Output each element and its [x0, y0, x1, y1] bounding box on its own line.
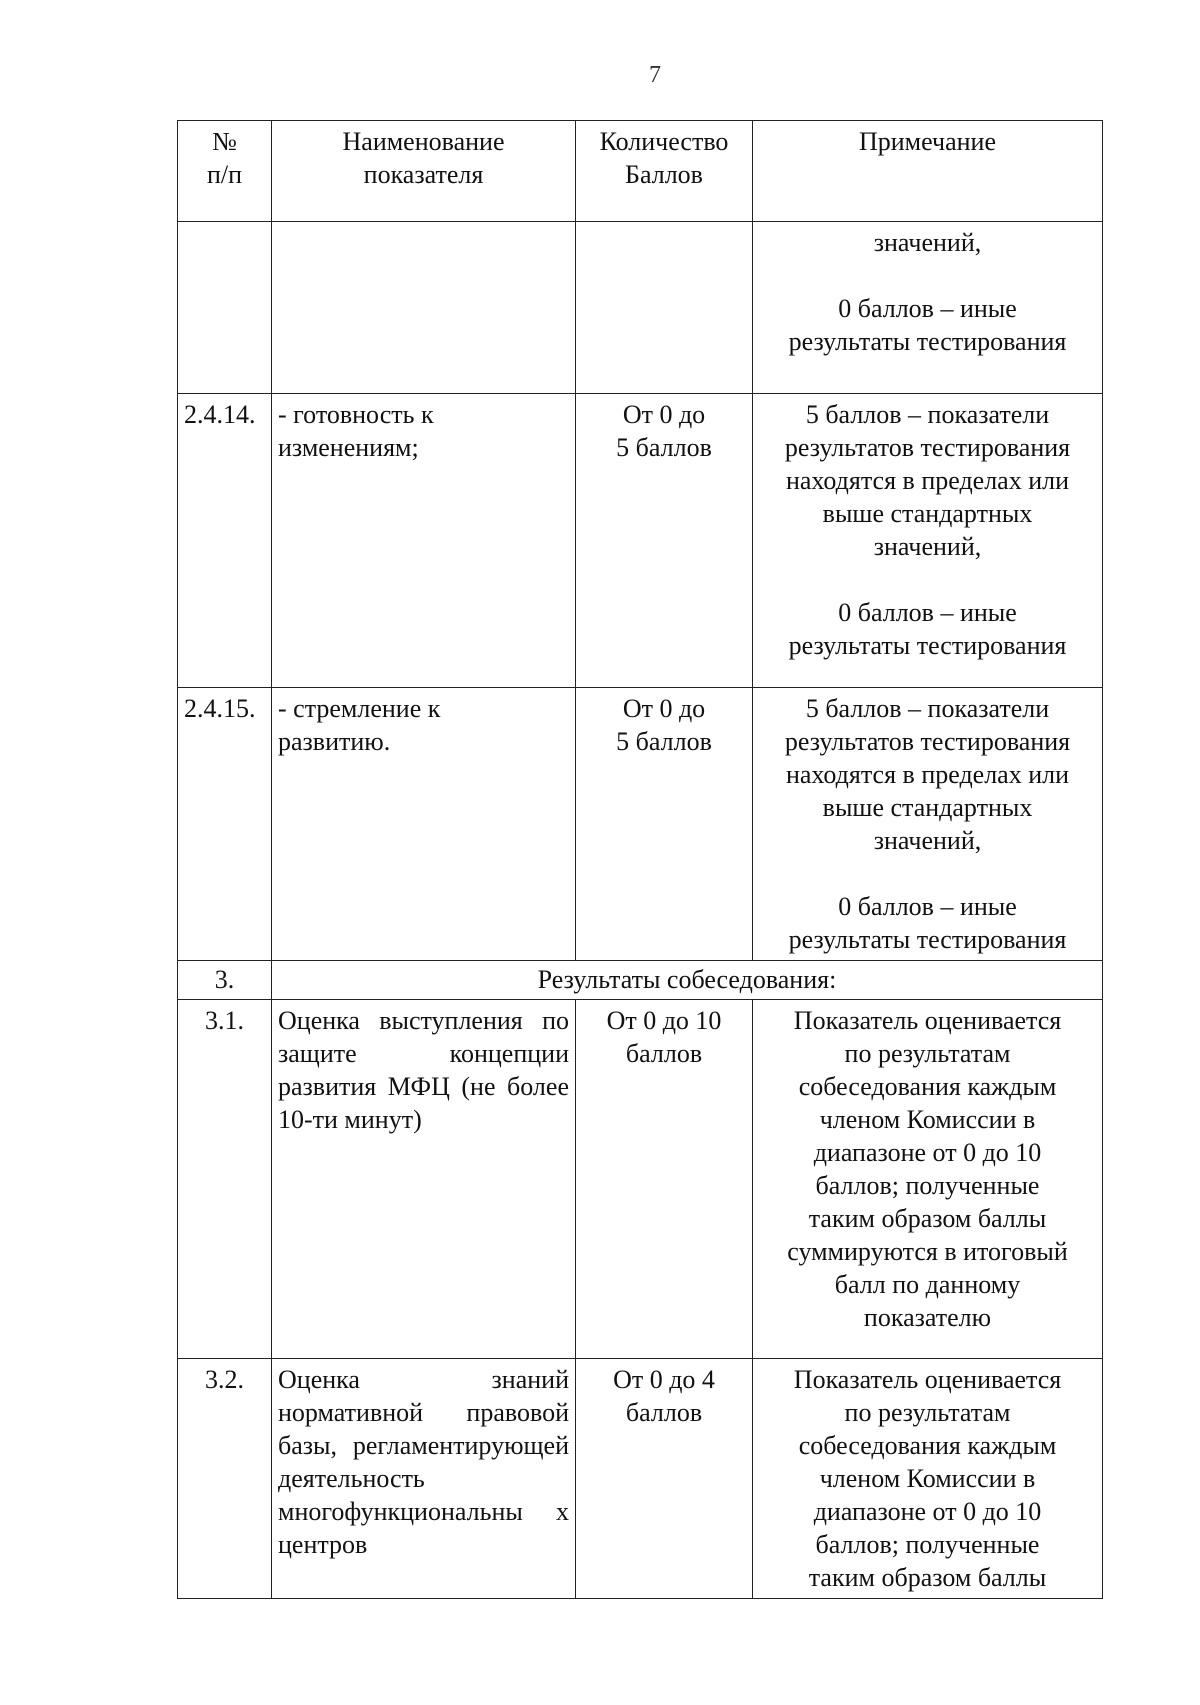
table-header-row — [178, 121, 1103, 222]
cell-num: 3.2. — [178, 1359, 272, 1599]
note-text: значений, — [873, 228, 982, 257]
cell-score: От 0 до 4 баллов — [576, 1359, 753, 1599]
cell-name: Оценка знаний нормативной правовой базы, регламентирующей деятельность многофункциональны х центров — [272, 1359, 576, 1599]
table-row — [178, 1359, 1103, 1599]
note-text: 0 баллов – иные результаты тестирования — [788, 598, 1067, 660]
cell-name: Оценка выступления по защите концепции развития МФЦ (не более 10-ти минут) — [272, 1000, 576, 1359]
cell-num: 2.4.14. — [178, 394, 272, 688]
cell-note: Показатель оценивается по результатам собеседования каждым членом Комиссии в диапазоне от 0 до 10 баллов; полученные таким образом баллы суммируются в итоговый балл по данному показателю — [753, 1000, 1103, 1359]
cell-name: - стремление к развитию. — [272, 688, 576, 961]
cell-score: От 0 до 10 баллов — [576, 1000, 753, 1359]
cell-num — [178, 222, 272, 394]
note-text: 0 баллов – иные результаты тестирования — [788, 892, 1067, 954]
cell-score: От 0 до 5 баллов — [576, 394, 753, 688]
cell-num: 3.1. — [178, 1000, 272, 1359]
cell-name: - готовность к изменениям; — [272, 394, 576, 688]
page-number: 7 — [649, 62, 661, 88]
cell-note — [753, 688, 1103, 961]
note-text: 0 баллов – иные результаты тестирования — [788, 294, 1067, 356]
table-row — [178, 688, 1103, 961]
section-title: Результаты собеседования: — [272, 961, 1103, 1000]
header-score: Количество Баллов — [576, 121, 753, 222]
note-text: 5 баллов – показатели результатов тестирования находятся в пределах или выше стандартных значений, — [784, 694, 1071, 855]
cell-name — [272, 222, 576, 394]
header-name: Наименование показателя — [272, 121, 576, 222]
header-note: Примечание — [753, 121, 1103, 222]
section-num: 3. — [178, 961, 272, 1000]
section-row — [178, 961, 1103, 1000]
note-text: 5 баллов – показатели результатов тестирования находятся в пределах или выше стандартных значений, — [784, 400, 1071, 561]
table-row — [178, 1000, 1103, 1359]
table-row-continuation — [178, 222, 1103, 394]
criteria-table — [177, 120, 1103, 1599]
cell-score — [576, 222, 753, 394]
cell-num: 2.4.15. — [178, 688, 272, 961]
cell-note — [753, 394, 1103, 688]
table-row — [178, 394, 1103, 688]
cell-note: Показатель оценивается по результатам собеседования каждым членом Комиссии в диапазоне от 0 до 10 баллов; полученные таким образом баллы — [753, 1359, 1103, 1599]
header-num: № п/п — [178, 121, 272, 222]
cell-score: От 0 до 5 баллов — [576, 688, 753, 961]
cell-note — [753, 222, 1103, 394]
